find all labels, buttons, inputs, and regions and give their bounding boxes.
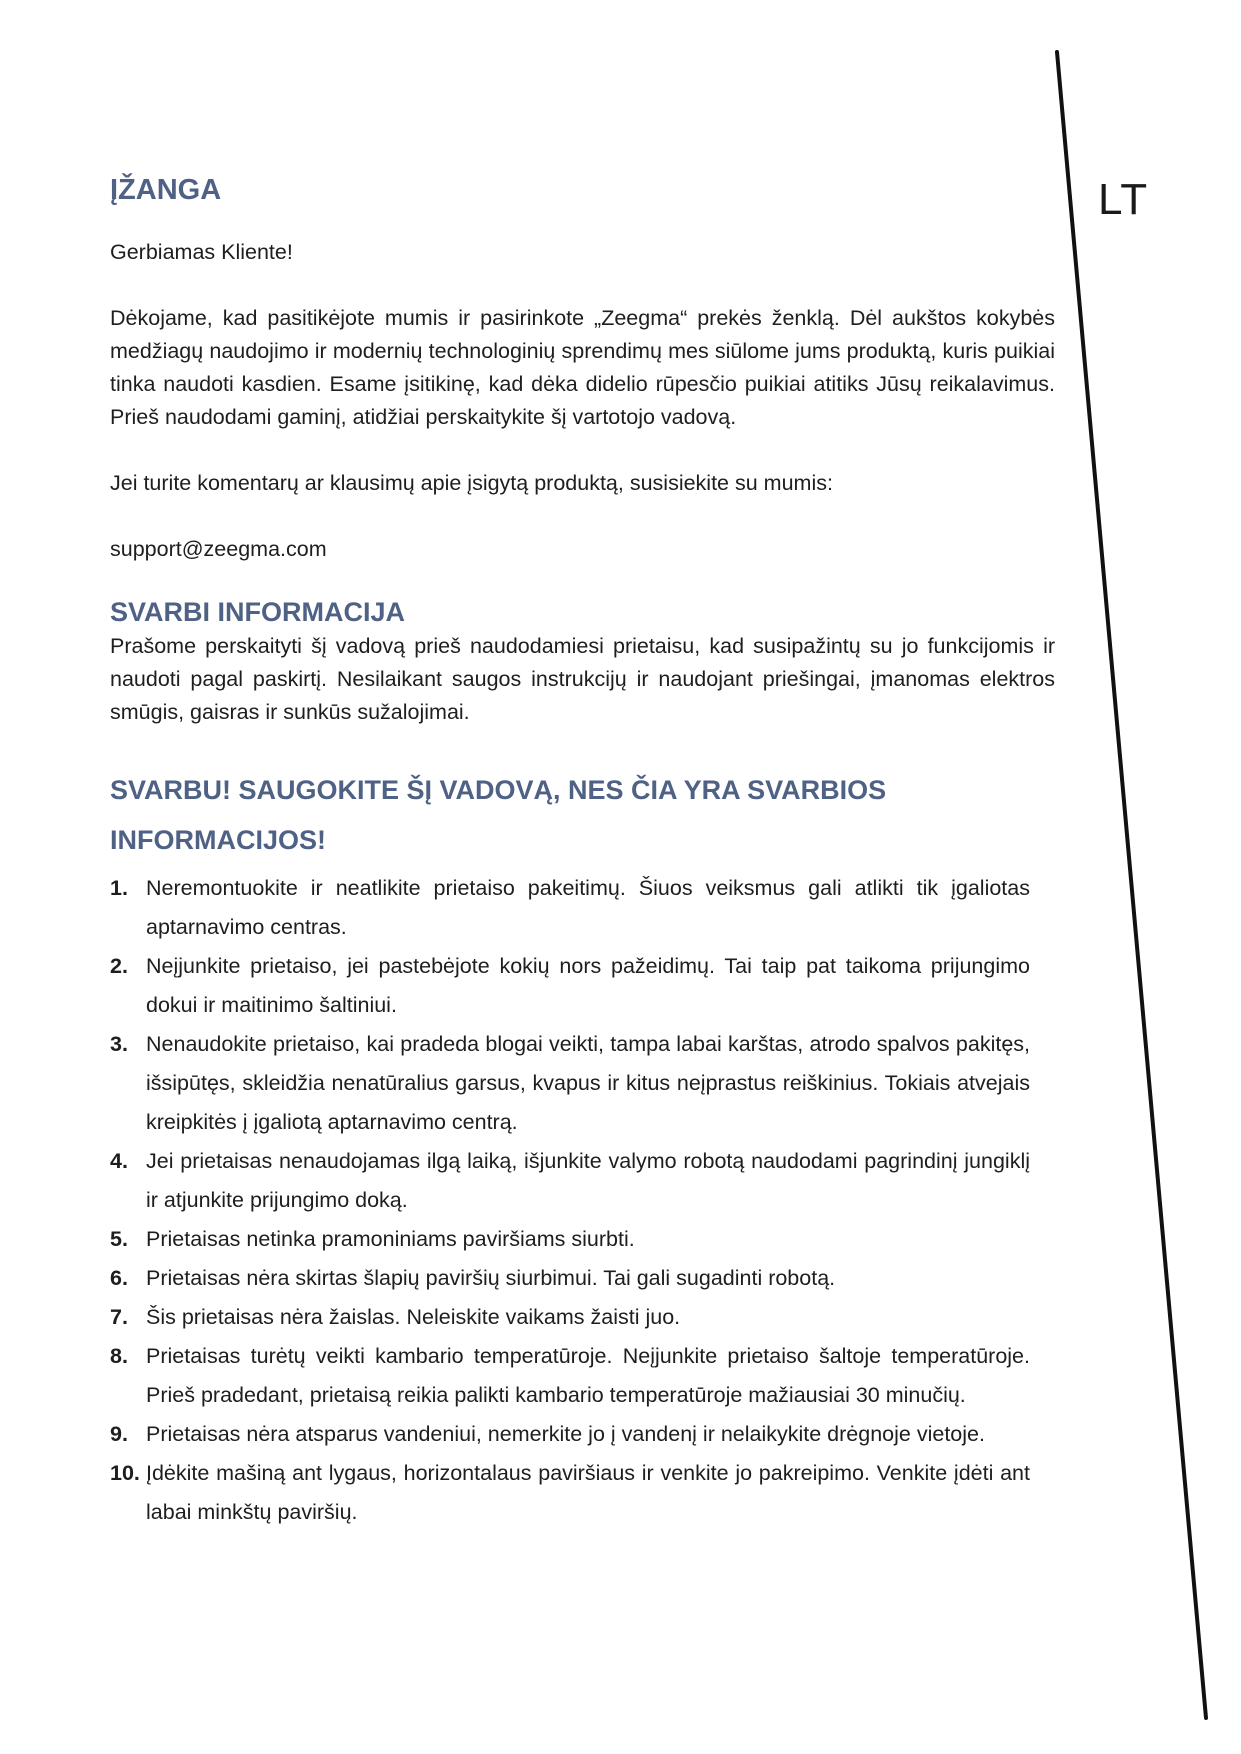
- intro-heading: ĮŽANGA: [110, 174, 222, 206]
- item-number: 10.: [110, 1461, 140, 1485]
- item-number: 3.: [110, 1032, 128, 1056]
- diagonal-divider: [1057, 52, 1206, 1718]
- list-item: [110, 1025, 1030, 1142]
- item-number: 2.: [110, 954, 128, 978]
- greeting-text: Gerbiamas Kliente!: [110, 240, 293, 264]
- list-item: [110, 1142, 1030, 1220]
- item-text: Neįjunkite prietaiso, jei pastebėjote kokių nors pažeidimų. Tai taip pat taikoma prijungimo dokui ir maitinimo šaltiniui.: [146, 954, 1030, 1017]
- item-number: 9.: [110, 1422, 128, 1446]
- item-text: Nenaudokite prietaiso, kai pradeda blogai veikti, tampa labai karštas, atrodo spalvos pakitęs, išsipūtęs, skleidžia nenatūralius garsus, kvapus ir kitus neįprastus reiškinius. Tokiais atvejais kreipkitės į įgaliotą aptarnavimo centrą.: [146, 1032, 1030, 1134]
- contact-line: Jei turite komentarų ar klausimų apie įsigytą produktą, susisiekite su mumis:: [110, 471, 833, 495]
- item-text: Prietaisas nėra skirtas šlapių paviršių siurbimui. Tai gali sugadinti robotą.: [146, 1266, 836, 1290]
- item-text: Prietaisas netinka pramoniniams paviršiams siurbti.: [146, 1227, 635, 1251]
- item-number: 6.: [110, 1266, 128, 1290]
- support-email: support@zeegma.com: [110, 537, 327, 561]
- item-number: 1.: [110, 876, 128, 900]
- list-item: [110, 1298, 1030, 1337]
- list-item: [110, 1337, 1030, 1415]
- item-text: Jei prietaisas nenaudojamas ilgą laiką, išjunkite valymo robotą naudodami pagrindinį jungiklį ir atjunkite prijungimo doką.: [146, 1149, 1030, 1212]
- item-number: 8.: [110, 1344, 128, 1368]
- list-item: [110, 869, 1030, 947]
- item-text: Neremontuokite ir neatlikite prietaiso pakeitimų. Šiuos veiksmus gali atlikti tik įgaliotas aptarnavimo centras.: [146, 876, 1030, 939]
- important-info-paragraph: Prašome perskaityti šį vadovą prieš naudodamiesi prietaisu, kad susipažintų su jo funkcijomis ir naudoti pagal paskirtį. Nesilaikant saugos instrukcijų ir naudojant priešingai, įmanomas elektros smūgis, gaisras ir sunkūs sužalojimai.: [110, 634, 1055, 724]
- item-number: 4.: [110, 1149, 128, 1173]
- item-text: Šis prietaisas nėra žaislas. Neleiskite vaikams žaisti juo.: [146, 1305, 681, 1329]
- warning-heading: SVARBU! SAUGOKITE ŠĮ VADOVĄ, NES ČIA YRA SVARBIOS INFORMACIJOS!: [110, 775, 887, 855]
- item-number: 5.: [110, 1227, 128, 1251]
- item-text: Prietaisas nėra atsparus vandeniui, nemerkite jo į vandenį ir nelaikykite drėgnoje vietoje.: [146, 1422, 985, 1446]
- intro-paragraph: Dėkojame, kad pasitikėjote mumis ir pasirinkote „Zeegma“ prekės ženklą. Dėl aukštos kokybės medžiagų naudojimo ir modernių technologinių sprendimų mes siūlome jums produktą, kuris puikiai tinka naudoti kasdien. Esame įsitikinę, kad dėka didelio rūpesčio puikiai atitiks Jūsų reikalavimus. Prieš naudodami gaminį, atidžiai perskaitykite šį vartotojo vadovą.: [110, 306, 1055, 429]
- important-info-heading: SVARBI INFORMACIJA: [110, 597, 406, 627]
- language-tag: LT: [1098, 175, 1149, 224]
- list-item: [110, 1415, 1030, 1454]
- main-content: [110, 170, 1055, 1532]
- item-text: Prietaisas turėtų veikti kambario temperatūroje. Neįjunkite prietaiso šaltoje temperatūroje. Prieš pradedant, prietaisą reikia palikti kambario temperatūroje mažiausiai 30 minučių.: [146, 1344, 1030, 1407]
- safety-rules-list: [110, 869, 1030, 1532]
- item-number: 7.: [110, 1305, 128, 1329]
- list-item: [110, 1259, 1030, 1298]
- list-item: [110, 1220, 1030, 1259]
- list-item: [110, 1454, 1030, 1532]
- list-item: [110, 947, 1030, 1025]
- item-text: Įdėkite mašiną ant lygaus, horizontalaus paviršiaus ir venkite jo pakreipimo. Venkite įdėti ant labai minkštų paviršių.: [146, 1461, 1030, 1524]
